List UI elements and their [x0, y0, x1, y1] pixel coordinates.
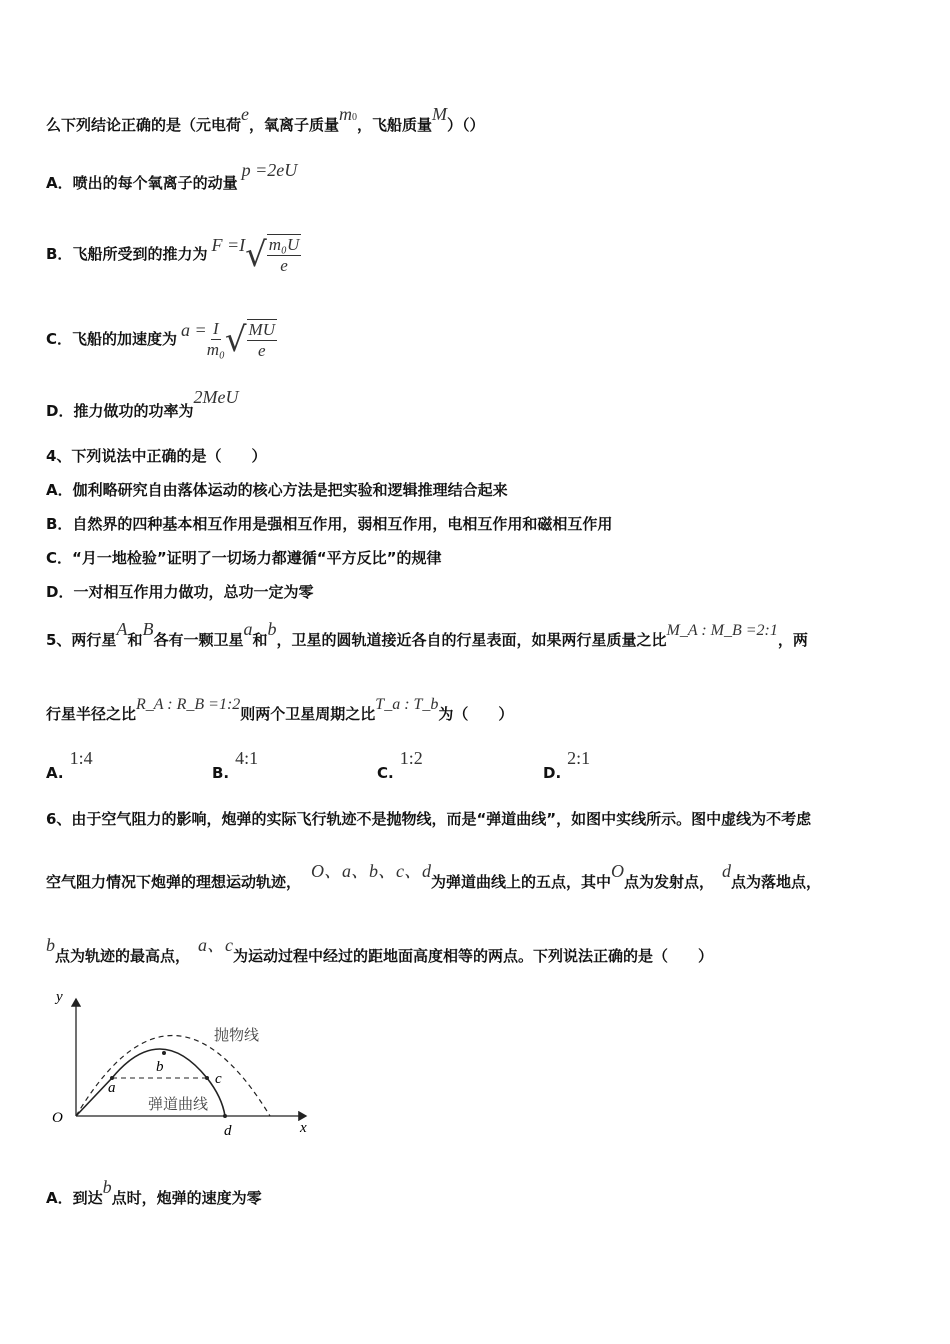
q6-stem-line1: 6、由于空气阻力的影响，炮弹的实际飞行轨迹不是抛物线，而是“弹道曲线”，如图中实线所示。图中虚线为不考虑: [46, 810, 812, 828]
text: 和: [127, 631, 143, 649]
text: 喷出的每个氧离子的动量: [72, 174, 238, 192]
sqrt: √ $\frac{\text{m₀U}}{e}$: [245, 234, 300, 275]
text: 推力做功的功率为: [73, 402, 194, 420]
q3-option-a[interactable]: [46, 160, 298, 193]
sqrt: √ $\frac{MU}{e}$: [224, 319, 275, 360]
label: C．: [46, 330, 73, 348]
value: 1:2: [399, 748, 423, 768]
q3-stem: [46, 104, 485, 138]
text: ，飞船质量: [357, 116, 433, 134]
q4-option-b[interactable]: B．自然界的四种基本相互作用是强相互作用，弱相互作用，电相互作用和磁相互作用: [46, 515, 613, 533]
label: D．: [46, 402, 74, 420]
text: 各有一颗卫星: [153, 631, 244, 649]
label-d: d: [224, 1123, 232, 1139]
text: 为运动过程中经过的距地面高度相等的两点。下列说法正确的是（ ）: [233, 947, 714, 965]
text: 么下列结论正确的是（元电荷: [46, 116, 242, 134]
math-ac: a、c: [198, 935, 234, 955]
math-M: M: [432, 104, 448, 124]
value: 1:4: [69, 748, 93, 768]
denominator: e: [258, 340, 266, 360]
math-e: e: [241, 104, 250, 124]
text: 点为轨迹的最高点，: [55, 947, 191, 965]
q4-stem: 4、下列说法中正确的是（ ）: [46, 447, 267, 465]
text: 为弹道曲线上的五点，其中: [431, 873, 612, 891]
label: D.: [543, 764, 562, 782]
label-a: a: [108, 1080, 116, 1096]
m: m: [339, 104, 353, 124]
text: 飞船所受到的推力为: [72, 245, 208, 263]
q6-stem-line2: [46, 861, 822, 892]
math-period-ratio: T_a : T_b: [375, 696, 439, 713]
text: 点时，炮弹的速度为零: [111, 1189, 262, 1207]
label: B.: [212, 764, 230, 782]
text: 行星半径之比: [46, 705, 137, 723]
math-lhs: F =I: [211, 235, 246, 255]
sub: 0: [352, 112, 358, 123]
label: A．: [46, 174, 73, 192]
q4-option-c[interactable]: C．“月一地检验”证明了一切场力都遵循“平方反比”的规律: [46, 549, 442, 567]
q5-stem-line1: [46, 619, 808, 651]
label-O: O: [52, 1110, 63, 1126]
text: ，氧离子质量: [249, 116, 340, 134]
q6-option-a[interactable]: [46, 1177, 262, 1208]
q5-option-c[interactable]: [377, 748, 423, 783]
math-lhs: a =: [181, 320, 207, 340]
math: p =2eU: [241, 160, 298, 180]
q4-option-d[interactable]: D．一对相互作用力做功，总功一定为零: [46, 583, 314, 601]
math-radius-ratio: R_A : R_B =1:2: [136, 696, 241, 713]
q3-option-d[interactable]: [46, 387, 239, 421]
label: A．: [46, 1189, 73, 1207]
math-a: a: [243, 619, 253, 639]
value: 4:1: [235, 748, 259, 768]
math-A: A: [116, 619, 128, 639]
q3-option-c[interactable]: [46, 313, 277, 364]
label-y: y: [56, 989, 63, 1005]
text: ，卫星的圆轨道接近各自的行星表面，如果两行星质量之比: [276, 631, 667, 649]
math-O: O: [611, 861, 625, 881]
text: 空气阻力情况下炮弹的理想运动轨迹，: [46, 873, 302, 891]
q5-option-d[interactable]: [543, 748, 591, 783]
trajectory-figure: [40, 985, 330, 1140]
label-ballistic: 弹道曲线: [148, 1097, 209, 1113]
numerator: I: [212, 319, 219, 338]
text: ，两: [777, 631, 808, 649]
text: 为（ ）: [438, 705, 514, 723]
text: 5、两行星: [46, 631, 117, 649]
label-parabola: 抛物线: [214, 1028, 260, 1044]
numerator: MU: [248, 319, 275, 339]
math-m0: [339, 104, 357, 124]
math: 2MeU: [193, 387, 239, 407]
text: 到达: [72, 1189, 103, 1207]
q5-option-b[interactable]: [212, 748, 259, 783]
q5-stem-line2: [46, 696, 514, 725]
denominator: m₀: [206, 340, 225, 359]
math-b: b: [46, 935, 55, 955]
q3-option-b[interactable]: [46, 228, 301, 279]
text: 点为发射点，: [624, 873, 715, 891]
label-b: b: [156, 1059, 164, 1075]
denominator: e: [280, 255, 288, 275]
label: C.: [377, 764, 394, 782]
math-mass-ratio: M_A : M_B =2:1: [666, 622, 778, 639]
numerator: m₀U: [268, 234, 300, 254]
text: 和: [252, 631, 268, 649]
q5-option-a[interactable]: [46, 748, 93, 783]
text: 点为落地点，: [731, 873, 822, 891]
fraction: [207, 319, 225, 360]
label: A.: [46, 764, 64, 782]
math-points: O、a、b、c、d: [311, 861, 432, 881]
text: ）（）: [447, 116, 485, 134]
math-b: b: [267, 619, 277, 639]
value: 2:1: [567, 748, 591, 768]
math-d: d: [722, 861, 732, 881]
text: 飞船的加速度为: [72, 330, 178, 348]
label-c: c: [215, 1071, 222, 1087]
q4-option-a[interactable]: A．伽利略研究自由落体运动的核心方法是把实验和逻辑推理结合起来: [46, 481, 508, 499]
math-b: b: [102, 1177, 112, 1197]
label-x: x: [300, 1120, 307, 1136]
math-B: B: [142, 619, 154, 639]
label: B．: [46, 245, 73, 263]
text: 则两个卫星周期之比: [240, 705, 376, 723]
q6-stem-line3: [46, 935, 714, 966]
